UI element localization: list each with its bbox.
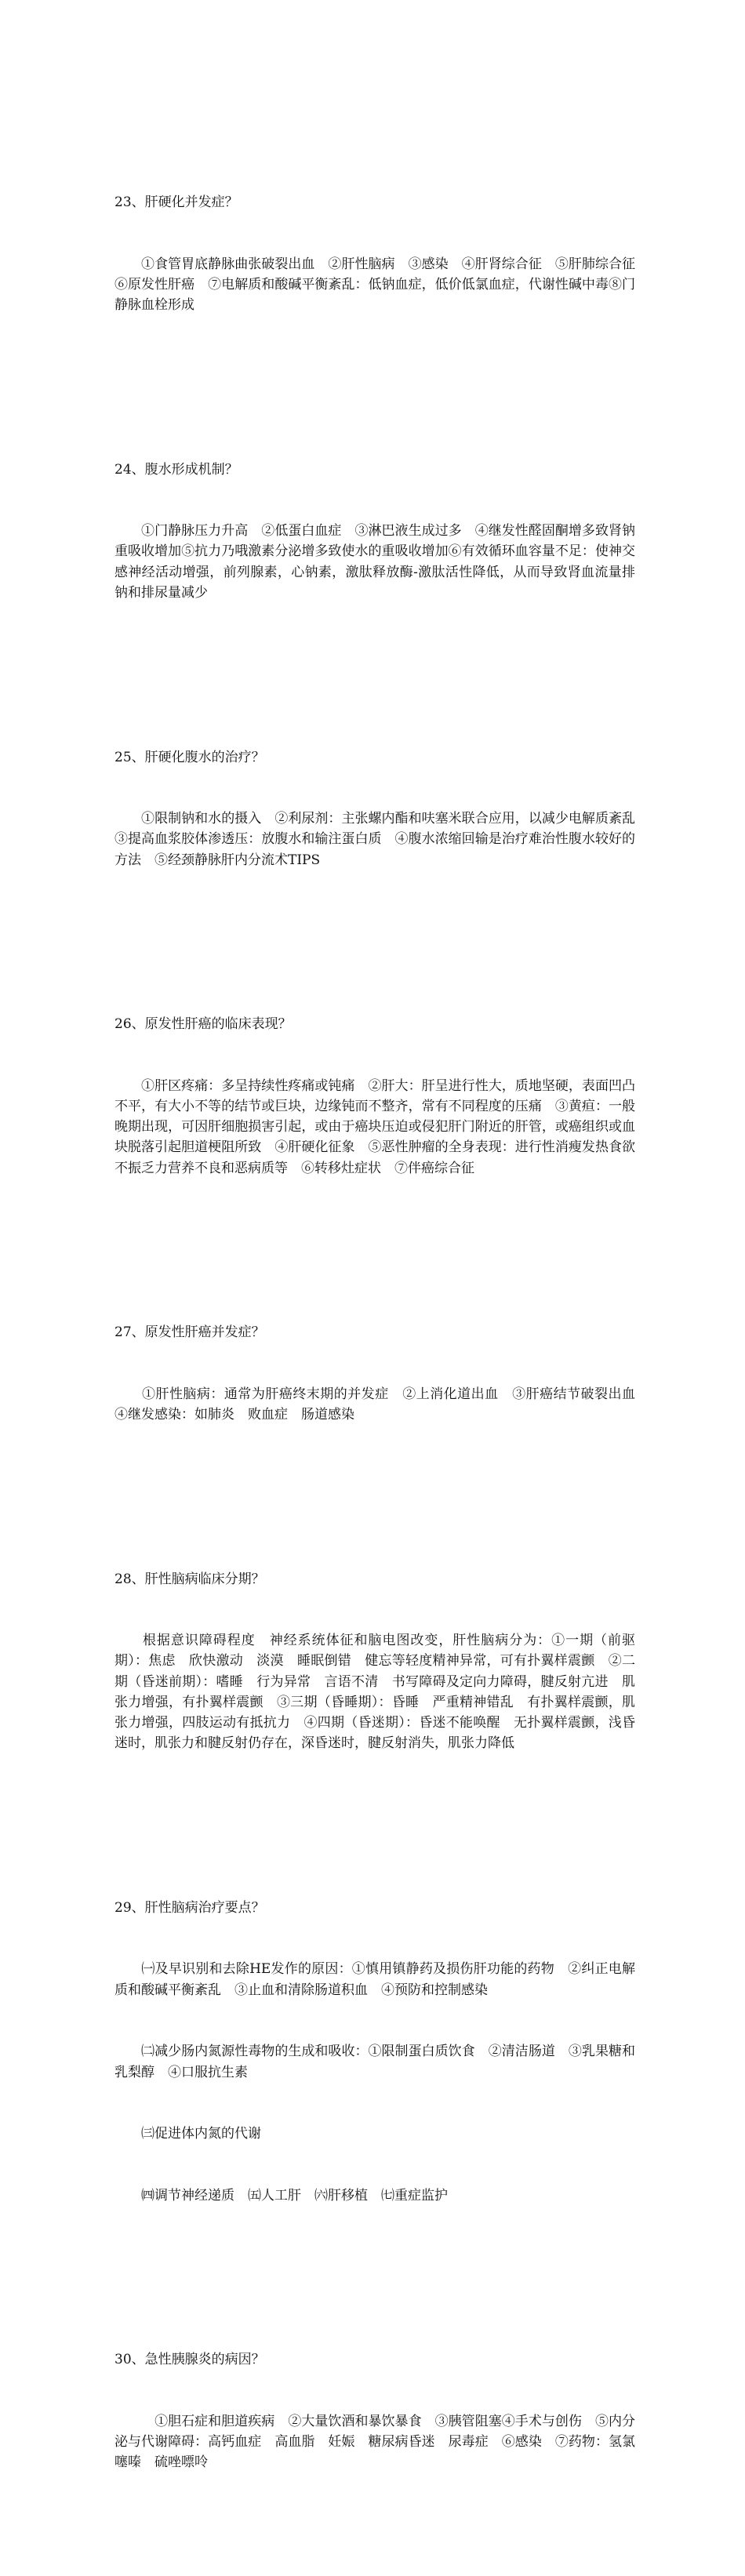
section-29 (114, 1856, 635, 2247)
question-heading: 30、急性胰腺炎的病因？ (114, 2352, 265, 2368)
section-30 (114, 2309, 635, 2514)
question-heading: 23、肝硬化并发症？ (114, 194, 238, 211)
section-26 (114, 973, 635, 1219)
answer-paragraph: ①限制钠和水的摄入 ②利尿剂：主张螺内酯和呋塞米联合应用，以减少电解质紊乱 ③提高血浆胶体渗透压：放腹水和输注蛋白质 ④腹水浓缩回输是治疗难治性腹水较好的方法 ⑤经颈静脉肝内分流术TIPS (114, 811, 649, 868)
section-27 (114, 1281, 649, 1466)
section-25 (114, 706, 649, 911)
question-heading: 27、原发性肝癌并发症？ (114, 1324, 265, 1341)
question-heading: 25、肝硬化腹水的治疗？ (114, 749, 265, 765)
answer-paragraph: ㈠及早识别和去除HE发作的原因：①慎用镇静药及损伤肝功能的药物 ②纠正电解质和酸碱平衡紊乱 ③止血和清除肠道积血 ④预防和控制感染 (114, 1961, 635, 1998)
answer-paragraph: ①肝区疼痛：多呈持续性疼痛或钝痛 ②肝大：肝呈进行性大，质地坚硬，表面凹凸不平，有大小不等的结节或巨块，边缘钝而不整齐，常有不同程度的压痛 ③黄疸：一般晚期出现，可因肝细胞损害引起，或由于癌块压迫或侵犯肝门附近的肝管，或癌组织或血块脱落引起胆道梗阻所致 ④肝硬化征象 ⑤恶性肿瘤的全身表现：进行性消瘦发热食欲不振乏力营养不良和恶病质等 ⑥转移灶症状 ⑦伴癌综合征 (114, 1077, 635, 1176)
question-heading: 24、腹水形成机制？ (114, 461, 238, 478)
answer-paragraph: ㈡减少肠内氮源性毒物的生成和吸收：①限制蛋白质饮食 ②清洁肠道 ③乳果糖和乳梨醇 ④口服抗生素 (114, 2044, 635, 2080)
question-heading: 28、肝性脑病临床分期？ (114, 1571, 265, 1587)
answer-paragraph: 根据意识障碍程度 神经系统体征和脑电图改变，肝性脑病分为：①一期（前驱期）：焦虑 欣快激动 淡漠 睡眠倒错 健忘等轻度精神异常，可有扑翼样震颤 ②二期（昏迷前期）：嗜睡 行为异常 言语不清 书写障碍及定向力障碍，腱反射亢进 肌张力增强，有扑翼样震颤 ③三期（昏睡期）：昏睡 严重精神错乱 有扑翼样震颤，肌张力增强，四肢运动有抵抗力 ④四期（昏迷期）：昏迷不能唤醒 无扑翼样震颤，浅昏迷时，肌张力和腱反射仍存在，深昏迷时，腱反射消失，肌张力降低 (114, 1633, 635, 1752)
question-heading: 29、肝性脑病治疗要点？ (114, 1899, 265, 1916)
document-body (114, 89, 649, 2576)
answer-paragraph: ㈢促进体内氮的代谢 (114, 2126, 261, 2142)
section-24 (114, 418, 635, 644)
answer-paragraph: ㈣调节神经递质 ㈤人工肝 ㈥肝移植 ㈦重症监护 (114, 2187, 448, 2204)
section-28 (114, 1528, 635, 1795)
answer-paragraph: ①食管胃底静脉曲张破裂出血 ②肝性脑病 ③感染 ④肝肾综合征 ⑤肝肺综合征 ⑥原发性肝癌 ⑦电解质和酸碱平衡紊乱：低钠血症，低价低氯血症，代谢性碱中毒⑧门静脉血栓形成 (114, 256, 649, 314)
answer-paragraph: ①胆石症和胆道疾病 ②大量饮酒和暴饮暴食 ③胰管阻塞④手术与创伤 ⑤内分泌与代谢障碍：高钙血症 高血脂 妊娠 糖尿病昏迷 尿毒症 ⑥感染 ⑦药物：氢氯噻嗪 硫唑嘌呤 (114, 2413, 635, 2471)
answer-paragraph: ①门静脉压力升高 ②低蛋白血症 ③淋巴液生成过多 ④继发性醛固酮增多致肾钠重吸收增加⑤抗力乃哦激素分泌增多致使水的重吸收增加⑥有效循环血容量不足：使神交感神经活动增强，前列腺素，心钠素，激肽释放酶-激肽活性降低，从而导致肾血流量排钠和排尿量减少 (114, 523, 635, 601)
question-heading: 26、原发性肝癌的临床表现？ (114, 1016, 292, 1033)
answer-paragraph: ①肝性脑病：通常为肝癌终末期的并发症 ②上消化道出血 ③肝癌结节破裂出血 ④继发感染：如肺炎 败血症 肠道感染 (114, 1386, 649, 1422)
section-23 (114, 151, 649, 357)
